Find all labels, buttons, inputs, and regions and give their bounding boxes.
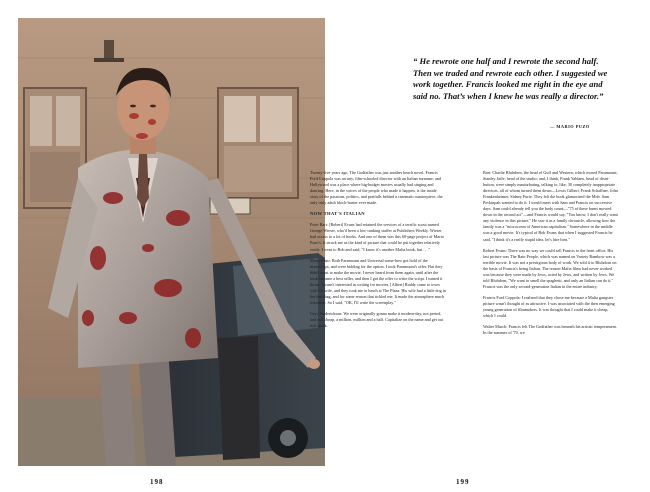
- paragraph: Bart: Charlie Bluhdorn, the head of Gulf and Western, which owned Paramount; Stanley Jaffe, head of the studio; and, I think, Frank Yablans, head of distri-bution, were simply masturbating, talking to, like, 30 completely inappropriate directors, all of whom turned them down—Lewis Gilbert, Frank Schaffner, John Frankenheimer, Sidney Furie. They felt the book glamorized the Mob. Sam Peckinpah wanted to do it. I would meet with Sam and Francis on successive days. Sam could already tell you the body count—"75 of these bums mowed down in the second act"—and Francis would say, "You know, I don't really want any violence in this picture." He saw it as a family chronicle, allowing how the family was a "microcosm of American capitalism." Somewhere in the middle was a good movie. It's typical of Bob Evans that when I suggested Francis he said, "I think it's a really stupid idea, let's hire him.": [483, 170, 618, 242]
- article-column-2: [483, 170, 619, 341]
- quote-attribution: — MARIO PUZO: [550, 124, 590, 129]
- paragraph: Walter Murch: Francis felt The Godfather was beneath his artistic temperament. In the summer of '70, we: [483, 324, 617, 336]
- paragraph: Robert Evans: There was no way we could sell Francis to the front office. His last picture was The Rain People, which was named on Variety Rambow was a terrible movie. It was not a prestigious body of work. We sold it to Bluhdorn on the basis of Francis's being Italian. The reason Mafia films had never worked was because they were made by Jews, acted by Jews, and written by Jews. We told Bluhdorn, "We want to smell the spaghetti, and only an Italian can do it." Francis was the only second-generation Italian in the entire industry.: [483, 247, 617, 289]
- film-still-photo: [18, 18, 325, 466]
- paragraph: Francis Ford Coppola: I realized that they chose me because a Mafia gangster picture wasn't thought of as attractive. I was associated with the then emerging young generation of filmmakers. It was thought that I could make it cheap, which I could.: [483, 294, 615, 319]
- left-page-number: 198: [150, 478, 164, 486]
- paragraph: Peter Bart: [Robert] Evans had retained the services of a terrific scout named George Wieser, who'd been a low-ranking staffer at Publishers Weekly. Wieser had access to a lot of books. And one of them was this 60-page project of Mario Puzo's. It struck me as the kind of picture that could be put together relatively easily. I went to Bob and said, "I know it's another Mafia book, but . . .": [310, 222, 444, 252]
- section-heading: NOW THAT'S ITALIAN: [310, 211, 365, 217]
- article-column-1: [310, 170, 446, 334]
- paragraph: Mario Puzo: Both Paramount and Universal some-how got hold of the manuscript, and were bidding for the option. I took Paramount's offer. But they didn't want to make the movie. I never heard from them again, until after the book became a best seller, and then I got the offer to write the script. I turned it down. I wasn't interested in writing for movies. [Albert] Ruddy came to town with his wife, and they took me to lunch at The Plaza. His wife had a little dog in her handbag, and for some reason that tickled me. It made the atmosphere much friendlier. So I said, "OK, I'll write the screenplay.": [310, 257, 446, 305]
- pull-quote: “ He rewrote one half and I rewrote the second half. Then we traded and rewrote each other. I suggested we work together. Francis looked me right in the eye and said no. That’s when I knew he was really a director.”: [413, 56, 608, 101]
- intro-paragraph: Twenty-five years ago, The Godfather was just another beach novel, Francis Ford Coppola was an arty, film-schooled director with an Italian surname, and Hollywood was a place where big-budget movies usually had singing and dancing. Here, in the voices of the people who made it happen, is the inside story of the passions, politics, and pratfalls behind a cinematic masterpiece, the only truly adult block-buster ever made.: [310, 170, 443, 206]
- right-page-number: 199: [456, 478, 470, 486]
- paragraph: Gray Frederickson: We were originally gonna make it modern-day, not period, and real cheap, a million, million and a half. Capitalize on the name and get out real quick.: [310, 310, 444, 329]
- photo-illustration: [18, 18, 325, 466]
